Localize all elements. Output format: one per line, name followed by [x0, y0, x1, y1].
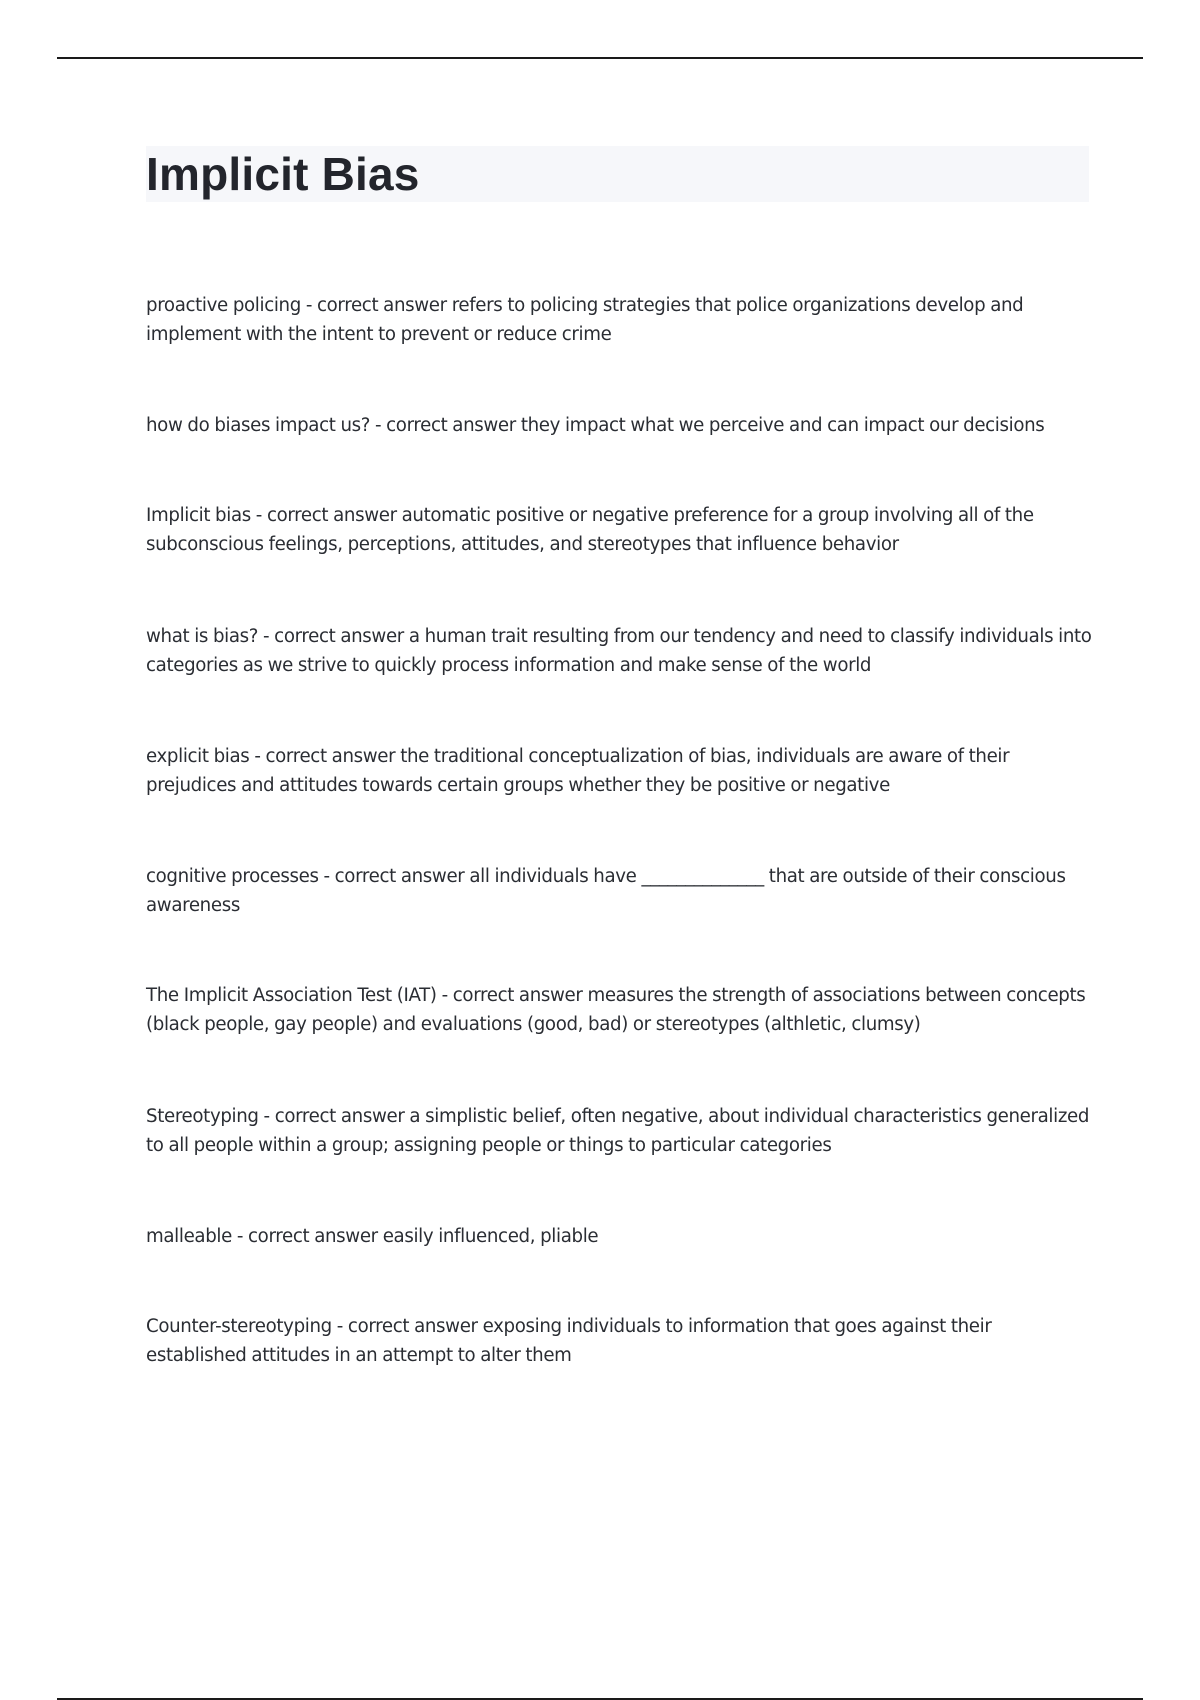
top-divider — [57, 57, 1143, 59]
entry-term: The Implicit Association Test (IAT) — [146, 985, 437, 1006]
qa-entry-malleable — [146, 1222, 1096, 1251]
entry-answer: they impact what we perceive and can impact our decisions — [520, 415, 1045, 436]
entry-separator: - correct answer — [331, 1316, 483, 1337]
entry-answer: a simplistic belief, often negative, about individual characteristics generalized to all people within a group; assigning people or things to particular categories — [146, 1106, 1090, 1156]
entry-term: Implicit bias — [146, 505, 251, 526]
entry-answer: refers to policing strategies that police organizations develop and implement with the intent to prevent or reduce crime — [146, 295, 1024, 345]
entry-term: Stereotyping — [146, 1106, 259, 1127]
entry-answer: automatic positive or negative preference for a group involving all of the subconscious feelings, perceptions, attitudes, and stereotypes that influence behavior — [146, 505, 1034, 555]
entry-answer: easily influenced, pliable — [382, 1226, 599, 1247]
entry-answer: a human trait resulting from our tendency and need to classify individuals into categories as we strive to quickly process information and make sense of the world — [146, 626, 1092, 676]
entry-term: Counter-stereotyping — [146, 1316, 332, 1337]
entry-separator: - correct answer — [258, 1106, 410, 1127]
entry-separator: - correct answer — [250, 505, 402, 526]
entry-separator: - correct answer — [249, 746, 401, 767]
entry-separator: - correct answer — [258, 626, 409, 647]
entry-term: how do biases impact us? — [146, 415, 371, 436]
qa-entry-iat — [146, 981, 1096, 1039]
qa-entry-counter-stereotyping — [146, 1312, 1096, 1370]
qa-entry-proactive-policing — [146, 291, 1096, 349]
qa-entry-explicit-bias — [146, 742, 1096, 800]
entry-answer: the traditional conceptualization of bias, individuals are aware of their prejudices and attitudes towards certain groups whether they be positive or negative — [146, 746, 1010, 796]
entry-separator: - correct answer — [436, 985, 588, 1006]
entry-separator: - correct answer — [370, 415, 521, 436]
entry-separator: - correct answer — [300, 295, 452, 316]
entry-term: what is bias? — [146, 626, 259, 647]
entry-term: cognitive processes — [146, 866, 319, 887]
qa-entry-bias-impact — [146, 411, 1096, 440]
qa-entry-implicit-bias — [146, 501, 1096, 559]
entry-answer: all individuals have ______________ that are outside of their conscious awareness — [146, 866, 1066, 916]
entry-answer: measures the strength of associations between concepts (black people, gay people) and evaluations (good, bad) or stereotypes (althletic, clumsy) — [146, 985, 1086, 1035]
entry-term: explicit bias — [146, 746, 250, 767]
entry-separator: - correct answer — [231, 1226, 383, 1247]
entry-term: proactive policing — [146, 295, 301, 316]
document-title: Implicit Bias — [146, 148, 420, 200]
entry-separator: - correct answer — [318, 866, 470, 887]
entry-term: malleable — [146, 1226, 232, 1247]
entry-answer: exposing individuals to information that goes against their established attitudes in an attempt to alter them — [146, 1316, 992, 1366]
qa-entry-what-is-bias — [146, 622, 1096, 680]
qa-entry-cognitive-processes — [146, 862, 1096, 920]
qa-entry-stereotyping — [146, 1102, 1096, 1160]
